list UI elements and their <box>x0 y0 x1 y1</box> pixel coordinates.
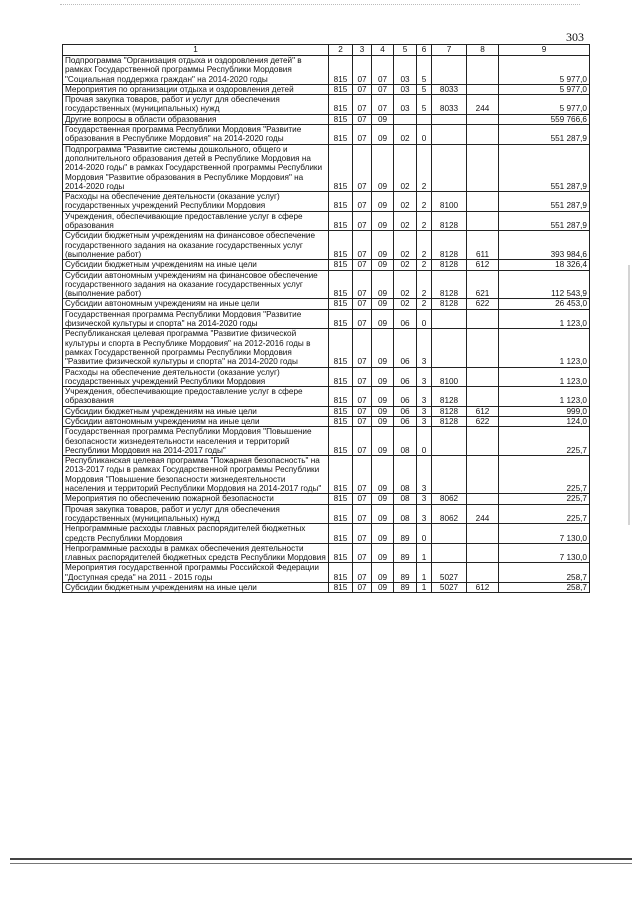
row-code-5-cell: 02 <box>394 192 417 212</box>
row-code-8-cell: 611 <box>467 231 499 260</box>
row-code-4-cell: 09 <box>372 260 394 270</box>
row-code-7-cell: 8128 <box>432 416 467 426</box>
row-code-8-cell: 622 <box>467 299 499 309</box>
row-code-2-cell: 815 <box>329 524 353 544</box>
table-row <box>63 387 590 407</box>
row-code-6-cell <box>417 114 432 124</box>
table-row <box>63 299 590 309</box>
row-name-cell: Государственная программа Республики Мордовия "Развитие образования в Республике Мордовия" на 2014-2020 годы <box>63 125 329 145</box>
footer-rule <box>10 858 632 860</box>
footer-rule-thin <box>10 863 632 864</box>
row-amount-cell: 551 287,9 <box>499 192 590 212</box>
row-code-6-cell: 2 <box>417 299 432 309</box>
table-body <box>63 56 590 593</box>
row-code-4-cell: 09 <box>372 583 394 593</box>
row-code-4-cell: 09 <box>372 329 394 367</box>
row-code-7-cell: 8033 <box>432 84 467 94</box>
row-name-cell: Мероприятия по обеспечению пожарной безопасности <box>63 494 329 504</box>
row-code-3-cell: 07 <box>353 114 372 124</box>
header-cell-3: 3 <box>353 45 372 56</box>
header-cell-1: 1 <box>63 45 329 56</box>
row-code-6-cell: 2 <box>417 192 432 212</box>
row-code-3-cell: 07 <box>353 416 372 426</box>
row-code-8-cell <box>467 524 499 544</box>
row-code-5-cell: 89 <box>394 563 417 583</box>
row-code-7-cell <box>432 309 467 329</box>
row-code-3-cell: 07 <box>353 95 372 115</box>
row-code-6-cell: 5 <box>417 84 432 94</box>
row-code-4-cell: 09 <box>372 524 394 544</box>
row-name-cell: Субсидии автономным учреждениям на финансовое обеспечение государственного задания на оказание государственных услуг (выполнение работ) <box>63 270 329 299</box>
row-code-5-cell: 02 <box>394 299 417 309</box>
row-code-6-cell: 3 <box>417 387 432 407</box>
row-amount-cell: 5 977,0 <box>499 84 590 94</box>
row-name-cell: Расходы на обеспечение деятельности (оказание услуг) государственных учреждений Республики Мордовия <box>63 192 329 212</box>
row-code-7-cell: 8100 <box>432 367 467 387</box>
header-cell-2: 2 <box>329 45 353 56</box>
row-code-4-cell: 09 <box>372 427 394 456</box>
row-name-cell: Субсидии бюджетным учреждениям на иные цели <box>63 260 329 270</box>
table-header <box>63 45 590 56</box>
row-code-7-cell: 8128 <box>432 260 467 270</box>
row-code-7-cell: 8062 <box>432 504 467 524</box>
row-code-5-cell: 06 <box>394 406 417 416</box>
row-code-6-cell: 2 <box>417 260 432 270</box>
row-amount-cell: 7 130,0 <box>499 543 590 563</box>
row-code-8-cell: 612 <box>467 406 499 416</box>
row-code-8-cell: 244 <box>467 504 499 524</box>
row-amount-cell: 551 287,9 <box>499 144 590 191</box>
row-amount-cell: 5 977,0 <box>499 95 590 115</box>
row-amount-cell: 258,7 <box>499 563 590 583</box>
row-code-4-cell: 09 <box>372 504 394 524</box>
row-name-cell: Прочая закупка товаров, работ и услуг для обеспечения государственных (муниципальных) нужд <box>63 504 329 524</box>
row-code-2-cell: 815 <box>329 504 353 524</box>
row-amount-cell: 225,7 <box>499 456 590 494</box>
row-amount-cell: 1 123,0 <box>499 387 590 407</box>
row-name-cell: Мероприятия государственной программы Российской Федерации "Доступная среда" на 2011 - 2015 годы <box>63 563 329 583</box>
row-code-5-cell: 02 <box>394 211 417 231</box>
row-code-2-cell: 815 <box>329 211 353 231</box>
row-code-3-cell: 07 <box>353 270 372 299</box>
row-code-8-cell <box>467 329 499 367</box>
row-name-cell: Учреждения, обеспечивающие предоставление услуг в сфере образования <box>63 211 329 231</box>
row-code-3-cell: 07 <box>353 231 372 260</box>
row-code-8-cell <box>467 309 499 329</box>
row-code-5-cell: 08 <box>394 456 417 494</box>
header-cell-8: 8 <box>467 45 499 56</box>
table-row <box>63 95 590 115</box>
table-row <box>63 416 590 426</box>
row-code-6-cell: 3 <box>417 406 432 416</box>
row-code-6-cell: 2 <box>417 270 432 299</box>
row-code-6-cell: 3 <box>417 504 432 524</box>
row-code-2-cell: 815 <box>329 367 353 387</box>
row-code-8-cell <box>467 427 499 456</box>
row-code-6-cell: 3 <box>417 494 432 504</box>
row-amount-cell: 225,7 <box>499 427 590 456</box>
row-code-3-cell: 07 <box>353 260 372 270</box>
row-code-6-cell: 0 <box>417 309 432 329</box>
row-code-7-cell: 5027 <box>432 583 467 593</box>
row-code-5-cell: 06 <box>394 387 417 407</box>
scan-artifact-top <box>60 4 580 5</box>
row-code-7-cell <box>432 456 467 494</box>
row-code-8-cell <box>467 192 499 212</box>
page-number: 303 <box>566 30 584 44</box>
row-code-2-cell: 815 <box>329 114 353 124</box>
row-code-8-cell <box>467 367 499 387</box>
row-code-2-cell: 815 <box>329 56 353 85</box>
row-code-3-cell: 07 <box>353 524 372 544</box>
row-code-7-cell: 8128 <box>432 211 467 231</box>
row-code-3-cell: 07 <box>353 494 372 504</box>
row-code-8-cell: 612 <box>467 260 499 270</box>
row-code-8-cell <box>467 543 499 563</box>
header-cell-7: 7 <box>432 45 467 56</box>
row-amount-cell: 258,7 <box>499 583 590 593</box>
row-code-8-cell <box>467 211 499 231</box>
table-row <box>63 494 590 504</box>
row-code-3-cell: 07 <box>353 543 372 563</box>
row-code-4-cell: 09 <box>372 231 394 260</box>
table-row <box>63 192 590 212</box>
row-amount-cell: 551 287,9 <box>499 125 590 145</box>
row-code-2-cell: 815 <box>329 231 353 260</box>
row-code-2-cell: 815 <box>329 427 353 456</box>
row-code-2-cell: 815 <box>329 416 353 426</box>
table-row <box>63 367 590 387</box>
row-code-6-cell: 3 <box>417 416 432 426</box>
row-code-7-cell: 8128 <box>432 387 467 407</box>
row-code-2-cell: 815 <box>329 563 353 583</box>
row-code-5-cell: 02 <box>394 260 417 270</box>
row-code-4-cell: 09 <box>372 114 394 124</box>
row-code-8-cell: 621 <box>467 270 499 299</box>
row-code-5-cell <box>394 114 417 124</box>
row-code-7-cell: 8100 <box>432 192 467 212</box>
row-code-3-cell: 07 <box>353 299 372 309</box>
row-code-4-cell: 07 <box>372 56 394 85</box>
row-amount-cell: 393 984,6 <box>499 231 590 260</box>
row-code-8-cell <box>467 456 499 494</box>
row-code-5-cell: 89 <box>394 524 417 544</box>
row-code-2-cell: 815 <box>329 260 353 270</box>
table-row <box>63 84 590 94</box>
row-code-8-cell <box>467 125 499 145</box>
row-code-3-cell: 07 <box>353 144 372 191</box>
row-code-3-cell: 07 <box>353 406 372 416</box>
row-code-8-cell <box>467 114 499 124</box>
row-code-3-cell: 07 <box>353 563 372 583</box>
row-code-7-cell: 5027 <box>432 563 467 583</box>
table-row <box>63 231 590 260</box>
row-code-7-cell: 8128 <box>432 270 467 299</box>
row-code-4-cell: 09 <box>372 270 394 299</box>
row-code-2-cell: 815 <box>329 125 353 145</box>
row-code-6-cell: 3 <box>417 456 432 494</box>
row-code-7-cell <box>432 144 467 191</box>
row-code-5-cell: 02 <box>394 125 417 145</box>
table-row <box>63 270 590 299</box>
row-code-8-cell <box>467 563 499 583</box>
row-code-2-cell: 815 <box>329 95 353 115</box>
row-code-6-cell: 2 <box>417 231 432 260</box>
table-row <box>63 211 590 231</box>
row-amount-cell: 1 123,0 <box>499 329 590 367</box>
row-code-6-cell: 2 <box>417 211 432 231</box>
table-row <box>63 427 590 456</box>
row-code-8-cell <box>467 84 499 94</box>
row-amount-cell: 18 326,4 <box>499 260 590 270</box>
row-amount-cell: 551 287,9 <box>499 211 590 231</box>
row-code-5-cell: 06 <box>394 416 417 426</box>
table-row <box>63 456 590 494</box>
row-code-2-cell: 815 <box>329 406 353 416</box>
row-amount-cell: 5 977,0 <box>499 56 590 85</box>
row-code-7-cell: 8128 <box>432 406 467 416</box>
row-code-4-cell: 09 <box>372 299 394 309</box>
row-code-5-cell: 06 <box>394 329 417 367</box>
row-code-4-cell: 09 <box>372 406 394 416</box>
row-code-6-cell: 5 <box>417 56 432 85</box>
header-cell-9: 9 <box>499 45 590 56</box>
budget-table <box>62 44 590 593</box>
table-row <box>63 583 590 593</box>
row-code-7-cell <box>432 543 467 563</box>
row-code-2-cell: 815 <box>329 387 353 407</box>
table-row <box>63 504 590 524</box>
header-cell-6: 6 <box>417 45 432 56</box>
row-code-5-cell: 02 <box>394 231 417 260</box>
table-row <box>63 56 590 85</box>
row-code-2-cell: 815 <box>329 583 353 593</box>
row-code-5-cell: 02 <box>394 144 417 191</box>
row-code-5-cell: 06 <box>394 367 417 387</box>
row-amount-cell: 999,0 <box>499 406 590 416</box>
table-row <box>63 144 590 191</box>
row-code-2-cell: 815 <box>329 144 353 191</box>
row-code-6-cell: 1 <box>417 583 432 593</box>
row-name-cell: Мероприятия по организации отдыха и оздоровления детей <box>63 84 329 94</box>
row-code-6-cell: 0 <box>417 524 432 544</box>
row-code-8-cell: 244 <box>467 95 499 115</box>
row-code-4-cell: 09 <box>372 192 394 212</box>
row-code-2-cell: 815 <box>329 309 353 329</box>
row-code-3-cell: 07 <box>353 583 372 593</box>
row-code-7-cell: 8033 <box>432 95 467 115</box>
row-code-2-cell: 815 <box>329 299 353 309</box>
row-name-cell: Подпрограмма "Организация отдыха и оздоровления детей" в рамках Государственной программы Республики Мордовия "Социальная поддержка граждан" на 2014-2020 годы <box>63 56 329 85</box>
row-code-3-cell: 07 <box>353 456 372 494</box>
row-code-4-cell: 09 <box>372 125 394 145</box>
row-code-2-cell: 815 <box>329 456 353 494</box>
row-code-5-cell: 08 <box>394 494 417 504</box>
row-code-6-cell: 2 <box>417 144 432 191</box>
row-name-cell: Другие вопросы в области образования <box>63 114 329 124</box>
row-code-6-cell: 1 <box>417 543 432 563</box>
row-code-8-cell <box>467 144 499 191</box>
row-code-6-cell: 1 <box>417 563 432 583</box>
header-cell-4: 4 <box>372 45 394 56</box>
table-row <box>63 524 590 544</box>
row-name-cell: Подпрограмма "Развитие системы дошкольного, общего и дополнительного образования детей в Республике Мордовия на 2014-2020 годы" в рамках Государственной программы Республики Мордовия "Развитие образования в Республике Мордовия" на 2014-2020 годы <box>63 144 329 191</box>
row-amount-cell: 559 766,6 <box>499 114 590 124</box>
row-name-cell: Субсидии бюджетным учреждениям на иные цели <box>63 406 329 416</box>
row-code-4-cell: 07 <box>372 84 394 94</box>
row-code-4-cell: 09 <box>372 211 394 231</box>
row-name-cell: Республиканская целевая программа "Пожарная безопасность" на 2013-2017 годы в рамках Государственной программы Республики Мордовия "Повышение безопасности жизнедеятельности населения и территорий Республики Мордовия на 2014-2017 годы" <box>63 456 329 494</box>
row-code-4-cell: 09 <box>372 144 394 191</box>
row-amount-cell: 112 543,9 <box>499 270 590 299</box>
row-code-3-cell: 07 <box>353 211 372 231</box>
row-code-3-cell: 07 <box>353 329 372 367</box>
row-code-2-cell: 815 <box>329 494 353 504</box>
row-name-cell: Расходы на обеспечение деятельности (оказание услуг) государственных учреждений Республики Мордовия <box>63 367 329 387</box>
header-row <box>63 45 590 56</box>
row-code-7-cell <box>432 114 467 124</box>
row-code-7-cell <box>432 329 467 367</box>
row-code-5-cell: 89 <box>394 583 417 593</box>
row-name-cell: Субсидии автономным учреждениям на иные цели <box>63 299 329 309</box>
row-code-8-cell <box>467 387 499 407</box>
row-code-2-cell: 815 <box>329 192 353 212</box>
row-code-6-cell: 3 <box>417 329 432 367</box>
row-code-2-cell: 815 <box>329 270 353 299</box>
row-amount-cell: 7 130,0 <box>499 524 590 544</box>
row-code-4-cell: 09 <box>372 494 394 504</box>
row-name-cell: Непрограммные расходы в рамках обеспечения деятельности главных распорядителей бюджетных средств Республики Мордовия <box>63 543 329 563</box>
row-amount-cell: 26 453,0 <box>499 299 590 309</box>
table-row <box>63 329 590 367</box>
table-row <box>63 125 590 145</box>
row-code-8-cell <box>467 494 499 504</box>
row-code-4-cell: 09 <box>372 387 394 407</box>
row-code-2-cell: 815 <box>329 543 353 563</box>
row-code-5-cell: 03 <box>394 56 417 85</box>
row-name-cell: Субсидии автономным учреждениям на иные цели <box>63 416 329 426</box>
row-code-5-cell: 08 <box>394 427 417 456</box>
row-code-6-cell: 5 <box>417 95 432 115</box>
row-name-cell: Непрограммные расходы главных распорядителей бюджетных средств Республики Мордовия <box>63 524 329 544</box>
row-code-8-cell <box>467 56 499 85</box>
row-name-cell: Субсидии бюджетным учреждениям на иные цели <box>63 583 329 593</box>
table-row <box>63 543 590 563</box>
row-code-4-cell: 09 <box>372 416 394 426</box>
row-code-8-cell: 622 <box>467 416 499 426</box>
row-code-5-cell: 03 <box>394 95 417 115</box>
row-code-3-cell: 07 <box>353 367 372 387</box>
row-code-3-cell: 07 <box>353 504 372 524</box>
row-code-6-cell: 0 <box>417 125 432 145</box>
row-code-4-cell: 09 <box>372 456 394 494</box>
row-code-6-cell: 0 <box>417 427 432 456</box>
row-code-2-cell: 815 <box>329 84 353 94</box>
row-code-7-cell <box>432 427 467 456</box>
row-code-7-cell: 8128 <box>432 299 467 309</box>
table-row <box>63 114 590 124</box>
row-code-4-cell: 09 <box>372 309 394 329</box>
row-code-3-cell: 07 <box>353 125 372 145</box>
row-amount-cell: 225,7 <box>499 504 590 524</box>
row-code-2-cell: 815 <box>329 329 353 367</box>
row-amount-cell: 124,0 <box>499 416 590 426</box>
row-code-5-cell: 08 <box>394 504 417 524</box>
row-code-4-cell: 07 <box>372 95 394 115</box>
table-row <box>63 406 590 416</box>
row-amount-cell: 1 123,0 <box>499 367 590 387</box>
row-amount-cell: 225,7 <box>499 494 590 504</box>
table-row <box>63 563 590 583</box>
row-code-7-cell <box>432 125 467 145</box>
header-cell-5: 5 <box>394 45 417 56</box>
row-name-cell: Государственная программа Республики Мордовия "Развитие физической культуры и спорта" на 2014-2020 годы <box>63 309 329 329</box>
row-code-3-cell: 07 <box>353 427 372 456</box>
row-code-4-cell: 09 <box>372 543 394 563</box>
row-code-6-cell: 3 <box>417 367 432 387</box>
row-code-5-cell: 89 <box>394 543 417 563</box>
row-code-3-cell: 07 <box>353 192 372 212</box>
row-name-cell: Прочая закупка товаров, работ и услуг для обеспечения государственных (муниципальных) нужд <box>63 95 329 115</box>
row-code-3-cell: 07 <box>353 56 372 85</box>
table-row <box>63 260 590 270</box>
row-name-cell: Государственная программа Республики Мордовия "Повышение безопасности жизнедеятельности населения и территорий Республики Мордовия на 2014-2017 годы" <box>63 427 329 456</box>
row-code-5-cell: 03 <box>394 84 417 94</box>
row-code-3-cell: 07 <box>353 309 372 329</box>
row-code-4-cell: 09 <box>372 563 394 583</box>
row-code-7-cell <box>432 56 467 85</box>
row-code-3-cell: 07 <box>353 84 372 94</box>
table-row <box>63 309 590 329</box>
row-name-cell: Республиканская целевая программа "Развитие физической культуры и спорта в Республике Мордовия" на 2012-2016 годы в рамках Государственной программы Республики Мордовия "Развитие физической культуры и спорта" на 2014-2020 годы <box>63 329 329 367</box>
row-code-8-cell: 612 <box>467 583 499 593</box>
row-amount-cell: 1 123,0 <box>499 309 590 329</box>
row-code-5-cell: 02 <box>394 270 417 299</box>
row-code-4-cell: 09 <box>372 367 394 387</box>
row-code-7-cell <box>432 524 467 544</box>
row-code-5-cell: 06 <box>394 309 417 329</box>
row-name-cell: Субсидии бюджетным учреждениям на финансовое обеспечение государственного задания на оказание государственных услуг (выполнение работ) <box>63 231 329 260</box>
row-code-7-cell: 8062 <box>432 494 467 504</box>
row-name-cell: Учреждения, обеспечивающие предоставление услуг в сфере образования <box>63 387 329 407</box>
row-code-7-cell: 8128 <box>432 231 467 260</box>
row-code-3-cell: 07 <box>353 387 372 407</box>
scan-artifact-side <box>628 265 630 525</box>
